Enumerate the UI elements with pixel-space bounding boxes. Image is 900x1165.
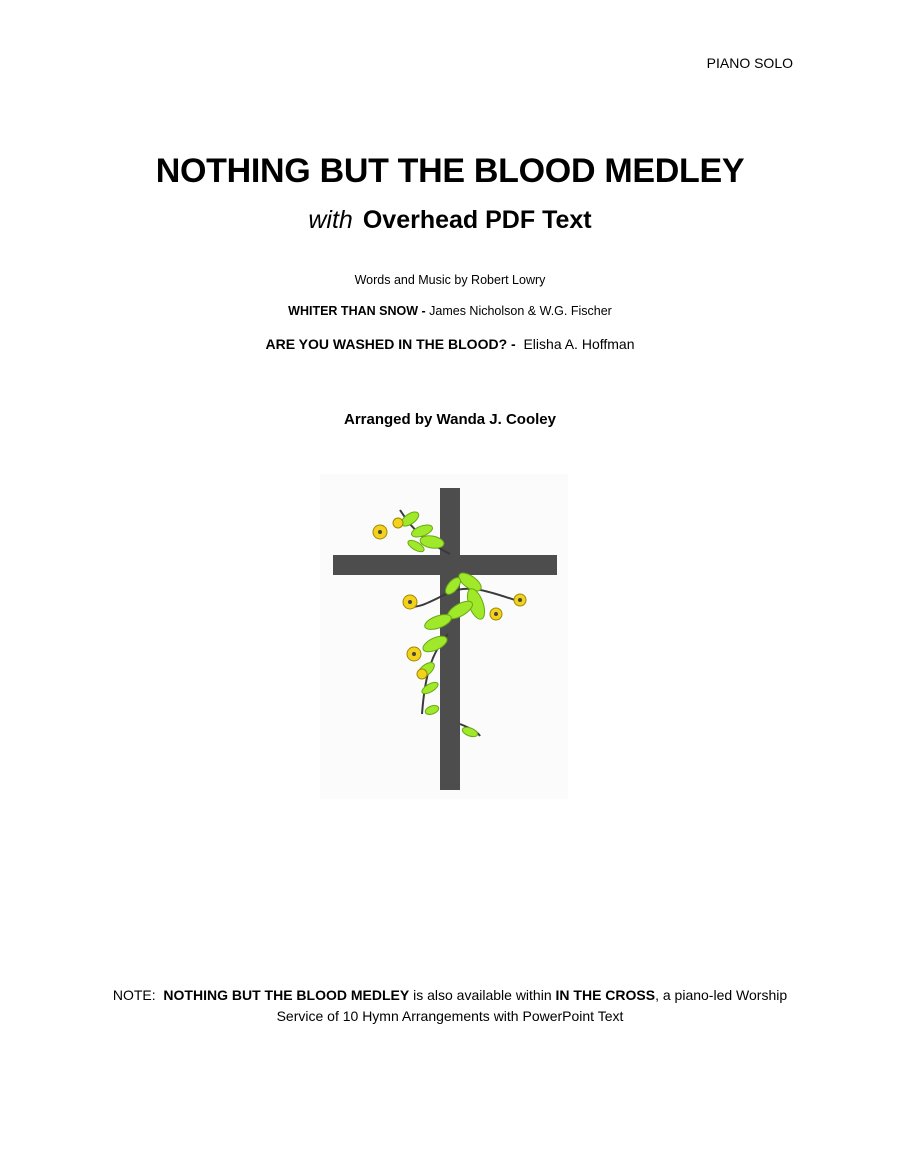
subtitle-with: with [308,206,353,234]
availability-note [0,985,900,1027]
note-collection-title: IN THE CROSS [555,987,656,1003]
page-title: NOTHING BUT THE BLOOD MEDLEY [155,152,745,190]
credit-authors: James Nicholson & W.G. Fischer [429,304,612,318]
note-line-1 [0,985,900,1006]
credit-words-music: Words and Music by Robert Lowry [354,273,546,287]
note-line-2: Service of 10 Hymn Arrangements with PowerPoint Text [276,1008,624,1024]
note-medley-title: NOTHING BUT THE BLOOD MEDLEY [163,987,410,1003]
cross-illustration [320,474,568,799]
credit-title: ARE YOU WASHED IN THE BLOOD? - [265,336,516,352]
credit-washed-in-blood [0,336,900,352]
credit-authors: Elisha A. Hoffman [523,336,635,352]
note-prefix: NOTE: [112,987,156,1003]
instrument-label: PIANO SOLO [706,55,793,71]
cross-icon [320,474,568,799]
credit-title: WHITER THAN SNOW - [288,304,426,318]
credit-whiter-than-snow [0,304,900,318]
subtitle-overhead-text: Overhead PDF Text [362,206,592,234]
arranger-credit: Arranged by Wanda J. Cooley [344,411,556,428]
note-mid: is also available within [413,987,552,1003]
note-suffix: , a piano-led Worship [655,987,788,1003]
subtitle [0,206,900,235]
